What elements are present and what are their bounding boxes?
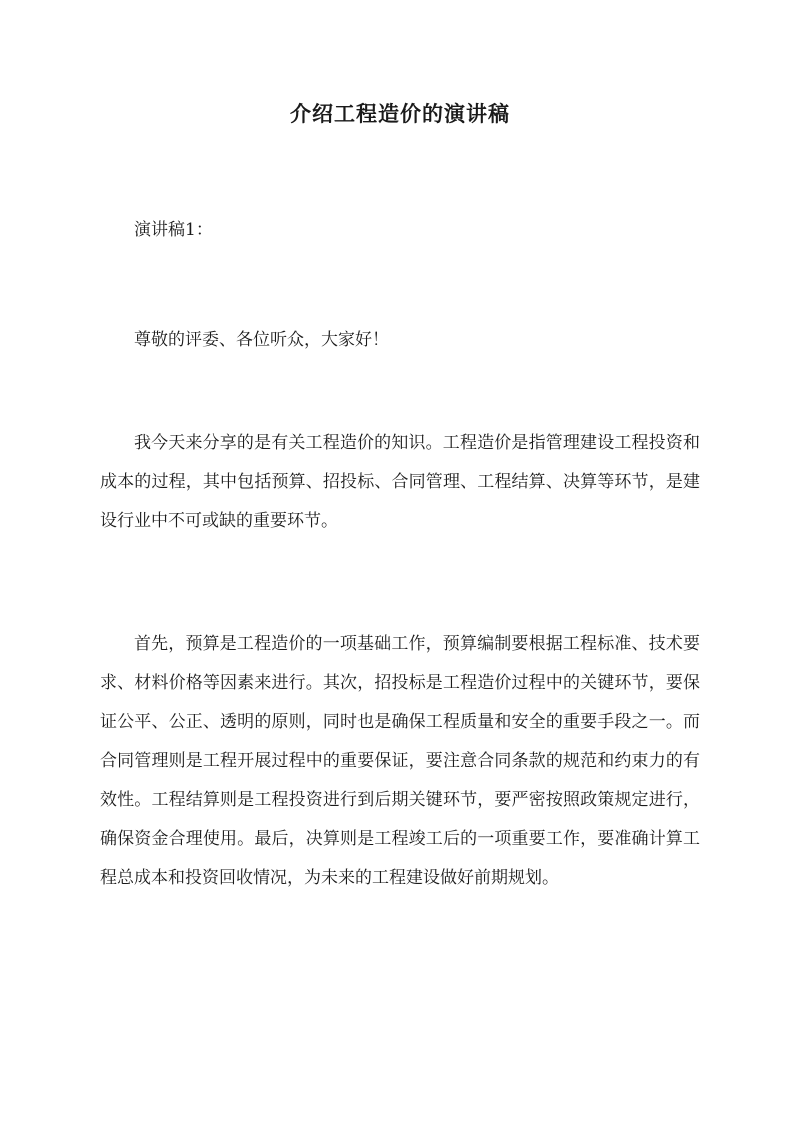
- section-label: 演讲稿1：: [134, 220, 213, 240]
- greeting-paragraph: 尊敬的评委、各位听众，大家好！: [134, 330, 389, 350]
- intro-paragraph: 我今天来分享的是有关工程造价的知识。工程造价是指管理建设工程投资和成本的过程，其中包括预算、招投标、合同管理、工程结算、决算等环节，是建设行业中不可或缺的重要环节。: [100, 433, 700, 531]
- document-title: 介绍工程造价的演讲稿: [290, 101, 510, 126]
- body-paragraph: 首先，预算是工程造价的一项基础工作，预算编制要根据工程标准、技术要求、材料价格等因素来进行。其次，招投标是工程造价过程中的关键环节，要保证公平、公正、透明的原则，同时也是确保工程质量和安全的重要手段之一。而合同管理则是工程开展过程中的重要保证，要注意合同条款的规范和约束力的有效性。工程结算则是工程投资进行到后期关键环节，要严密按照政策规定进行，确保资金合理使用。最后，决算则是工程竣工后的一项重要工作，要准确计算工程总成本和投资回收情况，为未来的工程建设做好前期规划。: [100, 634, 700, 888]
